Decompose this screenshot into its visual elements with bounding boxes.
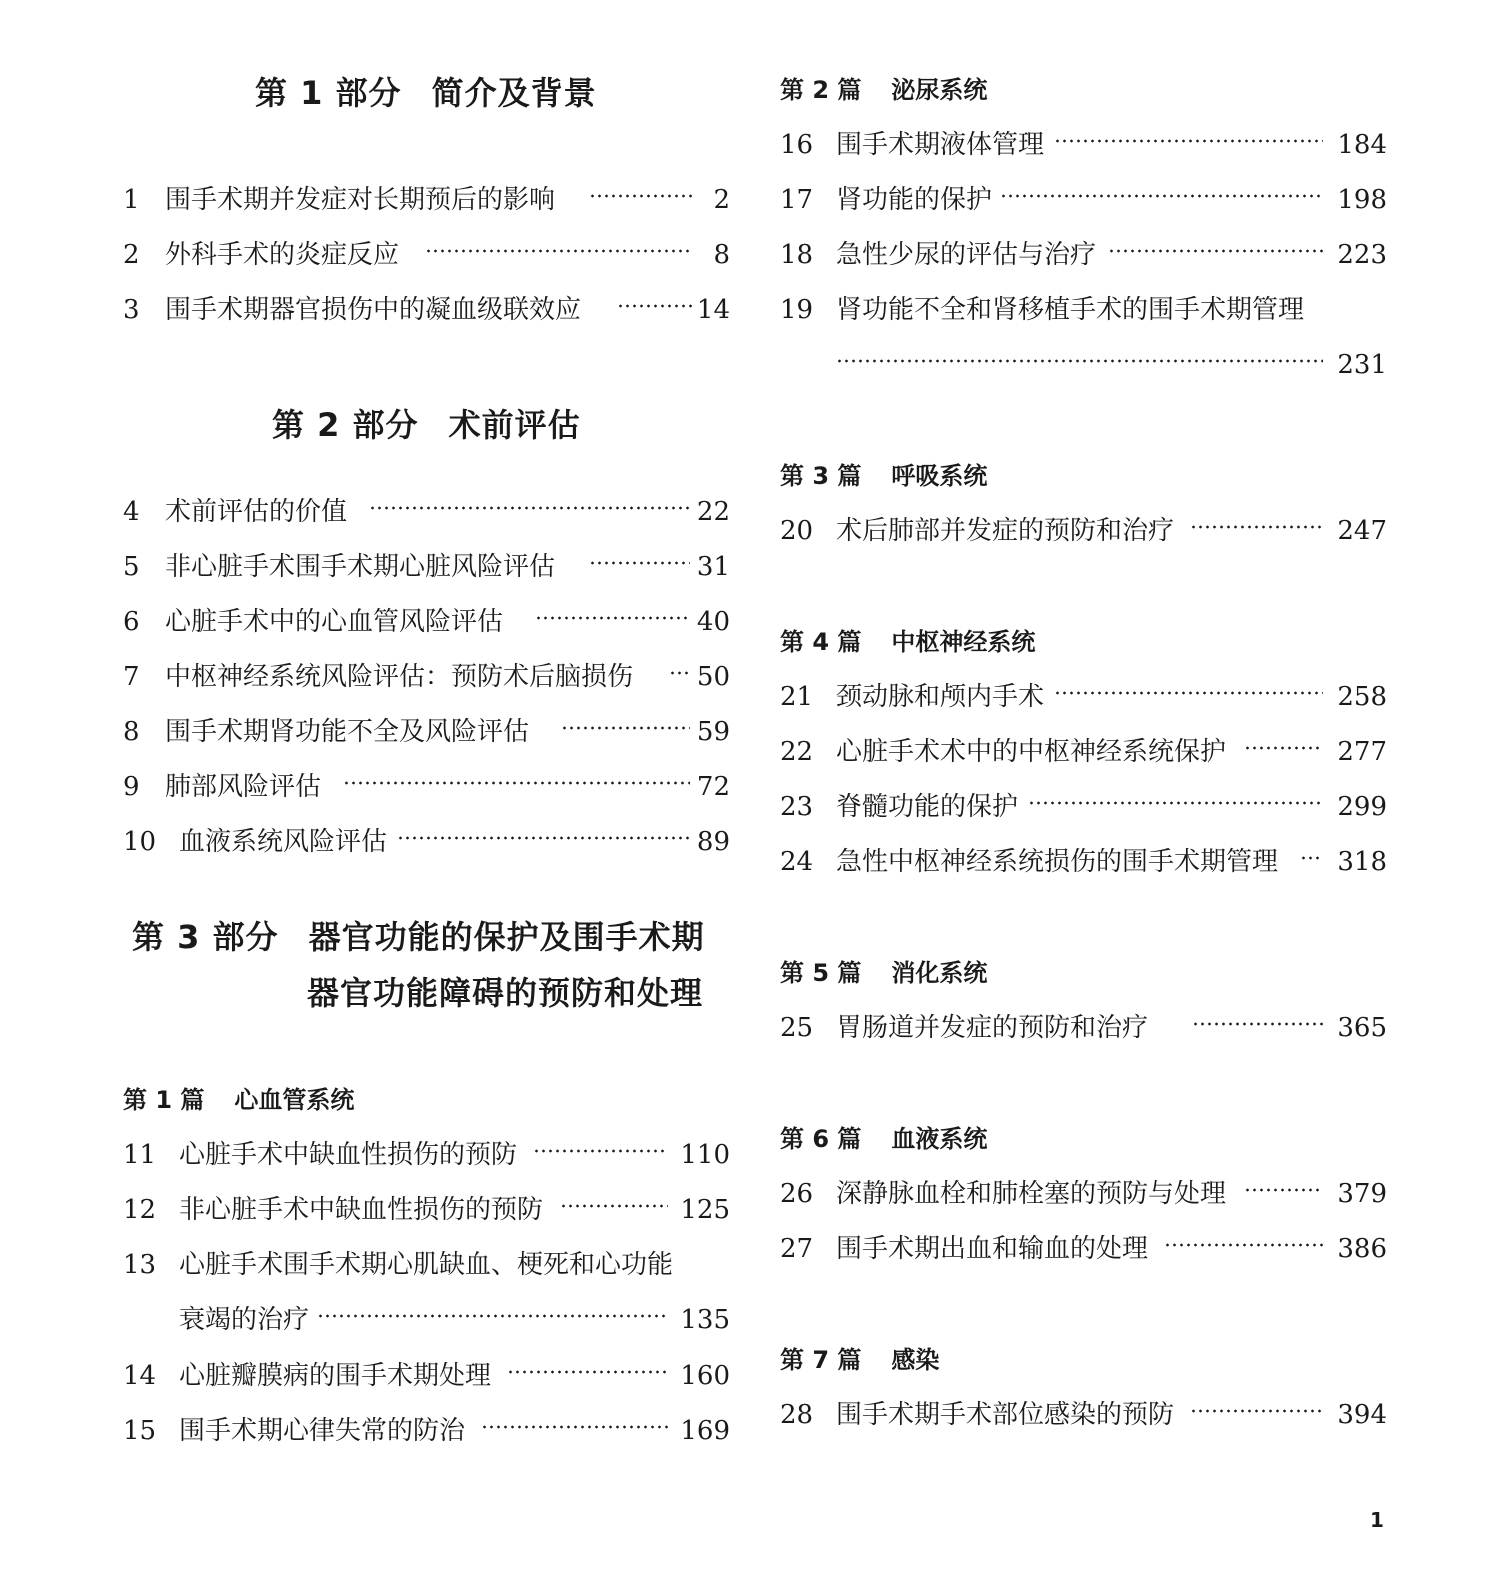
section-label: 第 3 篇 — [780, 462, 862, 490]
section-title: 心血管系统 — [234, 1086, 355, 1114]
dot-leader — [369, 505, 690, 511]
toc-entry-16[interactable] — [780, 125, 1387, 165]
toc-entry-5[interactable] — [123, 547, 730, 587]
toc-entry-10[interactable] — [123, 822, 730, 862]
part-title-line1: 器官功能的保护及围手术期 — [308, 918, 705, 956]
entry-number: 1 — [123, 185, 140, 215]
section-heading-7 — [780, 1340, 939, 1380]
toc-entry-13[interactable] — [123, 1245, 730, 1340]
toc-entry-2[interactable] — [123, 235, 730, 275]
entry-title: 心脏瓣膜病的围手术期处理 — [179, 1361, 492, 1391]
part-label: 第 1 部分 — [255, 74, 402, 112]
entry-number: 6 — [123, 607, 140, 637]
entry-title: 肾功能的保护 — [836, 185, 993, 215]
entry-page: 14 — [696, 295, 730, 325]
part-title: 简介及背景 — [431, 74, 597, 112]
toc-entry-27[interactable] — [780, 1229, 1387, 1269]
toc-entry-21[interactable] — [780, 677, 1387, 717]
toc-entry-14[interactable] — [123, 1356, 730, 1396]
entry-title: 围手术期液体管理 — [836, 130, 1045, 160]
dot-leader — [397, 835, 690, 841]
entry-title: 围手术期并发症对长期预后的影响 — [165, 185, 556, 215]
toc-entry-4[interactable] — [123, 492, 730, 532]
entry-number: 20 — [780, 516, 814, 546]
dot-leader — [589, 193, 692, 199]
entry-page: 89 — [696, 827, 730, 857]
section-heading-5 — [780, 953, 987, 993]
entry-title: 深静脉血栓和肺栓塞的预防与处理 — [836, 1179, 1227, 1209]
dot-leader — [1028, 800, 1323, 806]
section-label: 第 6 篇 — [780, 1125, 862, 1153]
dot-leader — [481, 1424, 668, 1430]
dot-leader — [1000, 193, 1323, 199]
entry-number: 14 — [123, 1361, 157, 1391]
section-heading-6 — [780, 1119, 987, 1159]
dot-leader — [535, 615, 690, 621]
section-label: 第 4 篇 — [780, 628, 862, 656]
entry-number: 15 — [123, 1416, 157, 1446]
dot-leader — [1108, 248, 1323, 254]
part-title: 术前评估 — [448, 406, 581, 444]
entry-number: 13 — [123, 1250, 157, 1280]
entry-title: 心脏手术中缺血性损伤的预防 — [179, 1140, 518, 1170]
dot-leader — [1054, 138, 1323, 144]
entry-title: 血液系统风险评估 — [179, 827, 388, 857]
dot-leader — [1192, 1021, 1323, 1027]
toc-entry-22[interactable] — [780, 732, 1387, 772]
part-heading-1 — [255, 65, 597, 121]
section-title: 呼吸系统 — [891, 462, 988, 490]
entry-page: 231 — [1337, 350, 1387, 380]
dot-leader — [1244, 1187, 1323, 1193]
entry-number: 7 — [123, 662, 140, 692]
section-heading-2 — [780, 70, 987, 110]
entry-title: 术前评估的价值 — [165, 497, 348, 527]
entry-number: 17 — [780, 185, 814, 215]
entry-page: 318 — [1337, 847, 1387, 877]
dot-leader — [617, 303, 692, 309]
entry-number: 25 — [780, 1013, 814, 1043]
entry-page: 198 — [1337, 185, 1387, 215]
toc-entry-11[interactable] — [123, 1135, 730, 1175]
page-number: 1 — [1370, 1508, 1384, 1532]
entry-title: 中枢神经系统风险评估：预防术后脑损伤 — [165, 662, 634, 692]
entry-page: 379 — [1337, 1179, 1387, 1209]
entry-number: 8 — [123, 717, 140, 747]
toc-entry-25[interactable] — [780, 1008, 1387, 1048]
entry-number: 2 — [123, 240, 140, 270]
entry-page: 40 — [696, 607, 730, 637]
dot-leader — [343, 780, 690, 786]
entry-page: 50 — [696, 662, 730, 692]
entry-title: 急性少尿的评估与治疗 — [836, 240, 1097, 270]
dot-leader — [533, 1148, 668, 1154]
entry-page: 110 — [680, 1140, 730, 1170]
entry-page: 386 — [1337, 1234, 1387, 1264]
dot-leader — [1190, 524, 1323, 530]
entry-number: 28 — [780, 1400, 814, 1430]
entry-title: 非心脏手术中缺血性损伤的预防 — [179, 1195, 544, 1225]
entry-page: 365 — [1337, 1013, 1387, 1043]
dot-leader — [1300, 855, 1323, 861]
entry-title: 非心脏手术围手术期心脏风险评估 — [165, 552, 556, 582]
entry-page: 299 — [1337, 792, 1387, 822]
toc-entry-28[interactable] — [780, 1395, 1387, 1435]
toc-entry-19[interactable] — [780, 290, 1387, 385]
dot-leader — [836, 358, 1323, 364]
section-title: 中枢神经系统 — [891, 628, 1036, 656]
toc-entry-7[interactable] — [123, 657, 730, 697]
entry-page: 8 — [713, 240, 730, 270]
entry-title: 胃肠道并发症的预防和治疗 — [836, 1013, 1149, 1043]
entry-number: 18 — [780, 240, 814, 270]
toc-entry-1[interactable] — [123, 180, 730, 220]
toc-entry-3[interactable] — [123, 290, 730, 330]
toc-entry-20[interactable] — [780, 511, 1387, 551]
entry-page: 160 — [680, 1361, 730, 1391]
dot-leader — [317, 1313, 668, 1319]
entry-page: 135 — [680, 1305, 730, 1335]
toc-entry-23[interactable] — [780, 787, 1387, 827]
entry-number: 5 — [123, 552, 140, 582]
entry-number: 23 — [780, 792, 814, 822]
dot-leader — [507, 1369, 668, 1375]
dot-leader — [1054, 690, 1323, 696]
entry-title: 颈动脉和颅内手术 — [836, 682, 1045, 712]
entry-title: 心脏手术中的心血管风险评估 — [165, 607, 504, 637]
entry-title: 脊髓功能的保护 — [836, 792, 1019, 822]
section-heading-3 — [780, 456, 987, 496]
entry-number: 16 — [780, 130, 814, 160]
part-heading-3 — [132, 909, 705, 965]
entry-title: 肺部风险评估 — [165, 772, 322, 802]
entry-number: 26 — [780, 1179, 814, 1209]
dot-leader — [589, 560, 690, 566]
dot-leader — [1244, 745, 1323, 751]
section-title: 消化系统 — [891, 959, 988, 987]
section-label: 第 1 篇 — [123, 1086, 205, 1114]
entry-page: 223 — [1337, 240, 1387, 270]
section-heading-1 — [123, 1080, 354, 1120]
section-title: 血液系统 — [891, 1125, 988, 1153]
entry-number: 12 — [123, 1195, 157, 1225]
toc-entry-26[interactable] — [780, 1174, 1387, 1214]
entry-title: 术后肺部并发症的预防和治疗 — [836, 516, 1175, 546]
toc-entry-9[interactable] — [123, 767, 730, 807]
section-label: 第 7 篇 — [780, 1346, 862, 1374]
entry-title: 围手术期手术部位感染的预防 — [836, 1400, 1175, 1430]
entry-number: 9 — [123, 772, 140, 802]
dot-leader — [425, 248, 692, 254]
section-heading-4 — [780, 622, 1035, 662]
entry-number: 3 — [123, 295, 140, 325]
entry-number: 10 — [123, 827, 157, 857]
entry-title: 围手术期出血和输血的处理 — [836, 1234, 1149, 1264]
dot-leader — [669, 670, 690, 676]
entry-page: 22 — [696, 497, 730, 527]
dot-leader — [1190, 1408, 1323, 1414]
entry-title-line2: 衰竭的治疗 — [179, 1305, 310, 1335]
section-title: 泌尿系统 — [891, 76, 988, 104]
dot-leader — [561, 725, 690, 731]
part-heading-2 — [272, 397, 581, 453]
entry-title: 外科手术的炎症反应 — [165, 240, 400, 270]
toc-entry-12[interactable] — [123, 1190, 730, 1230]
section-label: 第 5 篇 — [780, 959, 862, 987]
entry-page: 169 — [680, 1416, 730, 1446]
entry-page: 184 — [1337, 130, 1387, 160]
section-title: 感染 — [891, 1346, 940, 1374]
entry-title: 围手术期器官损伤中的凝血级联效应 — [165, 295, 582, 325]
entry-page: 394 — [1337, 1400, 1387, 1430]
dot-leader — [1164, 1242, 1323, 1248]
toc-entry-18[interactable] — [780, 235, 1387, 275]
entry-number: 19 — [780, 295, 814, 325]
entry-title: 围手术期心律失常的防治 — [179, 1416, 466, 1446]
entry-title: 围手术期肾功能不全及风险评估 — [165, 717, 530, 747]
dot-leader — [560, 1203, 668, 1209]
entry-number: 24 — [780, 847, 814, 877]
entry-number: 4 — [123, 497, 140, 527]
toc-entry-8[interactable] — [123, 712, 730, 752]
part-label: 第 3 部分 — [132, 918, 279, 956]
toc-entry-24[interactable] — [780, 842, 1387, 882]
part-label: 第 2 部分 — [272, 406, 419, 444]
entry-number: 27 — [780, 1234, 814, 1264]
entry-page: 277 — [1337, 737, 1387, 767]
entry-title: 急性中枢神经系统损伤的围手术期管理 — [836, 847, 1279, 877]
section-label: 第 2 篇 — [780, 76, 862, 104]
entry-page: 59 — [696, 717, 730, 747]
entry-title: 心脏手术术中的中枢神经系统保护 — [836, 737, 1227, 767]
entry-number: 22 — [780, 737, 814, 767]
entry-page: 125 — [680, 1195, 730, 1225]
entry-page: 2 — [713, 185, 730, 215]
entry-title: 肾功能不全和肾移植手术的围手术期管理 — [836, 295, 1305, 325]
toc-entry-15[interactable] — [123, 1411, 730, 1451]
entry-page: 72 — [696, 772, 730, 802]
entry-page: 247 — [1337, 516, 1387, 546]
entry-title: 心脏手术围手术期心肌缺血、梗死和心功能 — [179, 1250, 674, 1280]
entry-number: 11 — [123, 1140, 157, 1170]
part-title-line2: 器官功能障碍的预防和处理 — [307, 974, 704, 1012]
entry-number: 21 — [780, 682, 814, 712]
entry-page: 31 — [696, 552, 730, 582]
toc-entry-6[interactable] — [123, 602, 730, 642]
toc-entry-17[interactable] — [780, 180, 1387, 220]
entry-page: 258 — [1337, 682, 1387, 712]
